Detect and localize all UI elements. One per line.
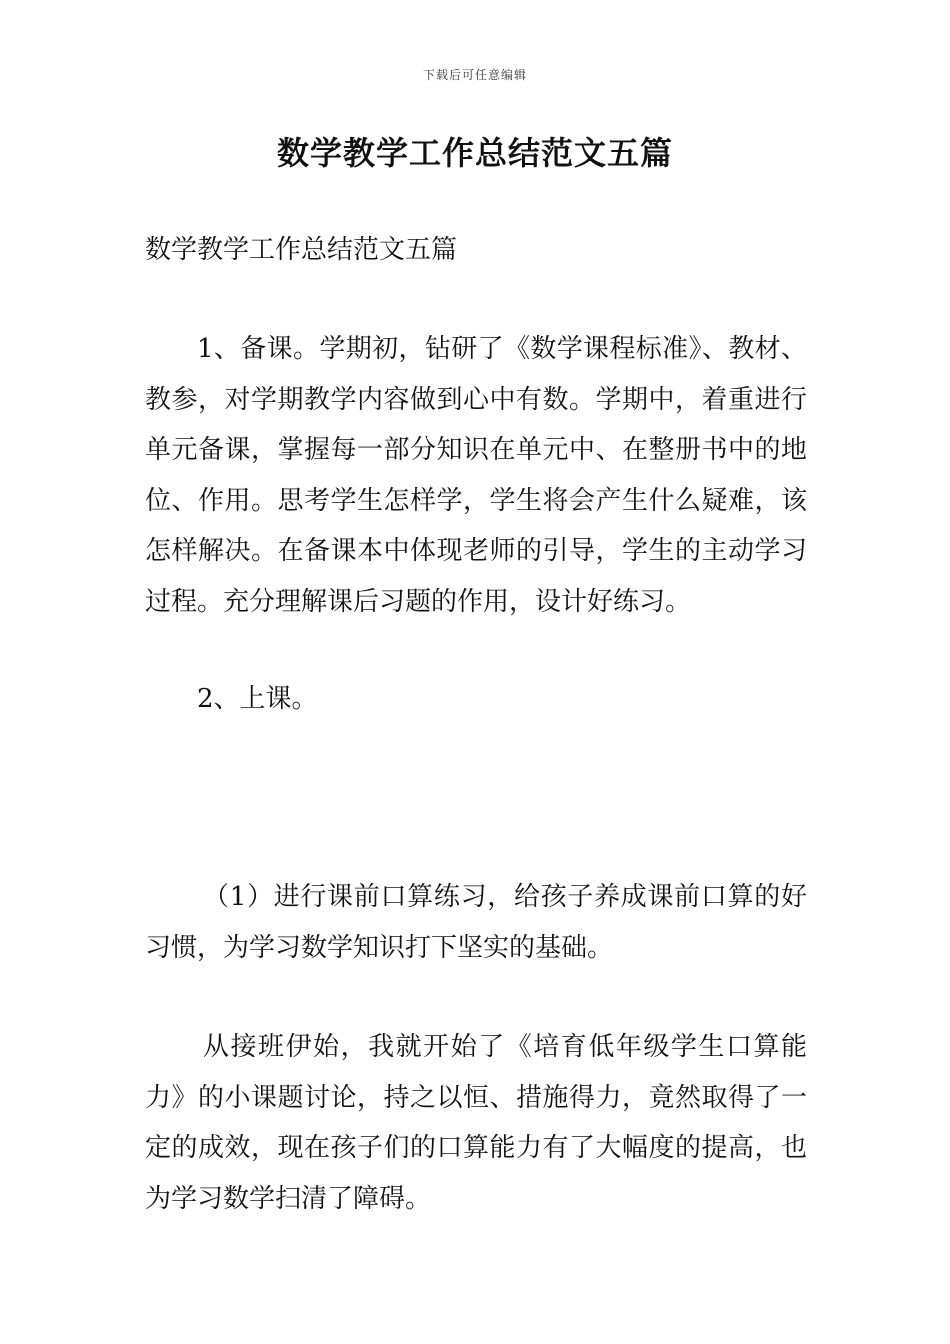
paragraph-lesson-preparation: 1、备课。学期初，钻研了《数学课程标准》、教材、教参，对学期教学内容做到心中有数。学期中，着重进行单元备课，掌握每一部分知识在单元中、在整册书中的地位、作用。思考学生怎样学，学生将会产生什么疑难，该怎样解决。在备课本中体现老师的引导，学生的主动学习过程。充分理解课后习题的作用，设计好练习。 xyxy=(145,334,807,617)
document-subtitle: 数学教学工作总结范文五篇 xyxy=(145,235,458,265)
paragraph-oral-calculation-research: 从接班伊始，我就开始了《培育低年级学生口算能力》的小课题讨论，持之以恒、措施得力，竟然取得了一定的成效，现在孩子们的口算能力有了大幅度的提高，也为学习数学扫清了障碍。 xyxy=(145,1032,807,1214)
header-note: 下载后可任意编辑 xyxy=(422,68,527,82)
document-title: 数学教学工作总结范文五篇 xyxy=(276,134,673,172)
paragraph-class-heading: 2、上课。 xyxy=(197,684,318,714)
paragraph-oral-calculation-practice: （1）进行课前口算练习，给孩子养成课前口算的好习惯，为学习数学知识打下坚实的基础。 xyxy=(145,882,807,963)
